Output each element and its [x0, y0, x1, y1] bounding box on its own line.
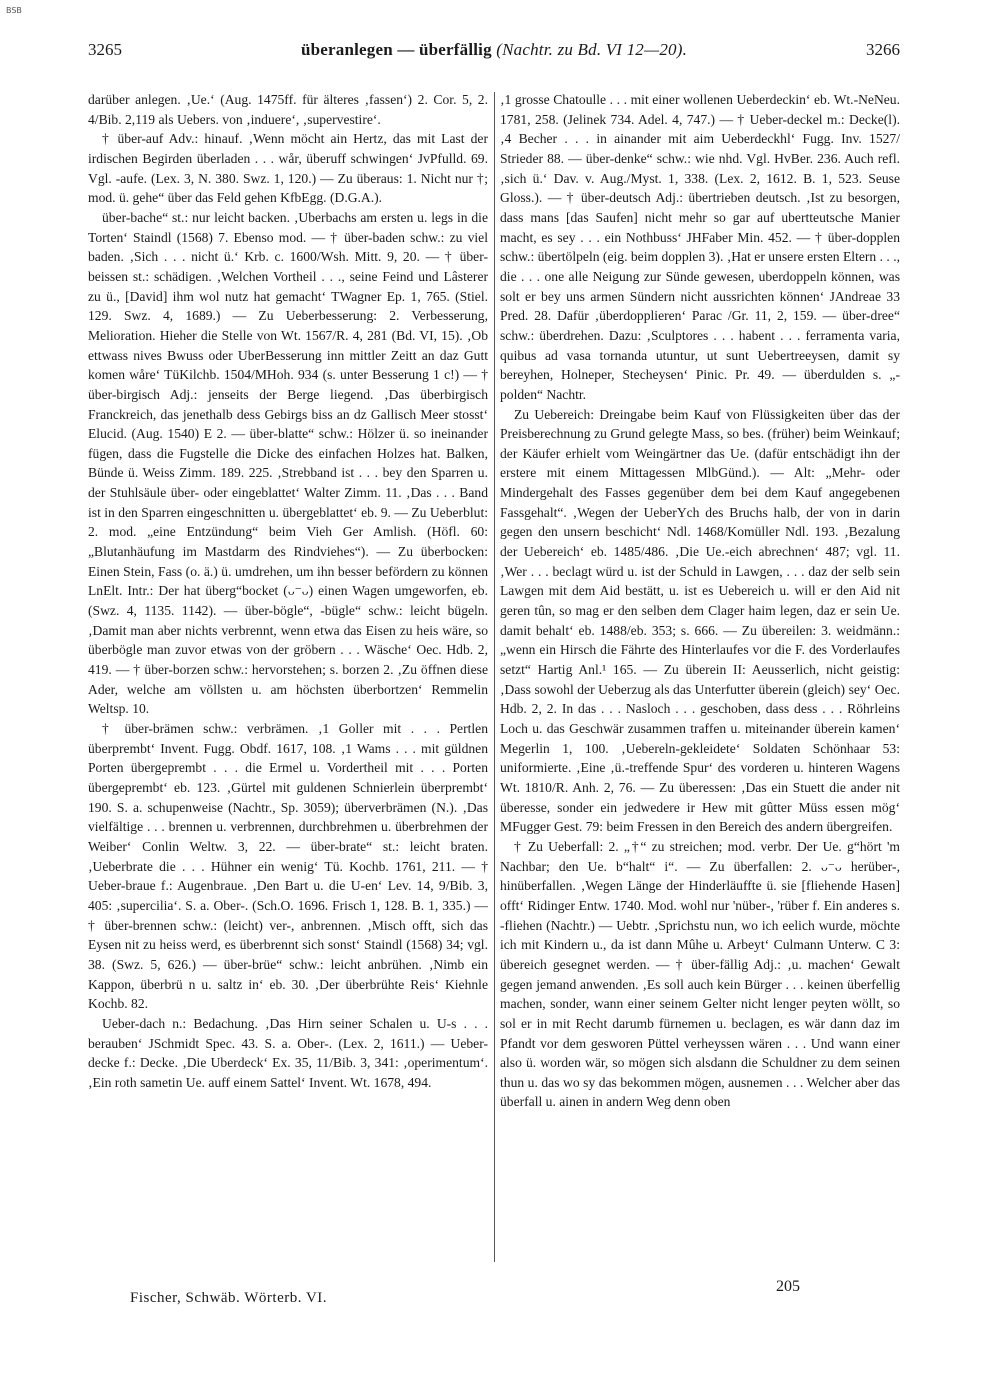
signature-mark: 205 — [776, 1278, 800, 1295]
dictionary-entry: † über-auf Adv.: hinauf. ‚Wenn möcht ain Hertz, das mit Last der irdischen Begirden überladen . . . wår, überuff schwingen‘ JvPfulld. 69. Vgl. -aufe. (Lex. 3, N. 380. Swz. 1, 120.) — Zu überaus: 1. Nicht nur †; mod. ü. gehe“ über das Feld gehen KfbEgg. (D.G.A.). — [88, 131, 488, 206]
page-header — [88, 40, 900, 70]
running-title — [88, 40, 900, 60]
dictionary-entry: ‚1 grosse Chatoulle . . . mit einer wollenen Ueberdeckin‘ eb. Wt.-NeNeu. 1781, 258. (Jelinek 734. Adel. 4, 747.) — † Ueber-deckel m.: Decke(l). ‚4 Becher . . . in ainander mit aim Ueberdeckhl‘ Fugg. Inv. 1527/ Strieder 88. — über-denke“ schw.: wie nhd. Vgl. HvBer. 236. Auch refl. ‚sich ü.‘ Dav. v. Aug./Myst. 1, 338. (Lex. 2, 1612. B. 1, 523. Seuse Gloss.). — † über-deutsch Adj.: übertrieben deutsch. ‚Ist zu besorgen, dass mans [das Saufen] nicht mehr so gar auf ubertteutsche Manier macht, es sey . . . ein Nothbuss‘ JHFaber Min. 452. — † über-dopplen schw.: übertölpeln (eig. beim dopplen 3). ‚Hat er unsere ersten Eltern . . ., die . . . one alle Neigung zur Sünde gewesen, uberdoppeln können, was solt er bey uns armen Sündern nicht aussrichten können‘ JAndreae 33 Pred. 28. Dafür ‚überdopplieren‘ Parac /Gr. 11, 2, 159. — über-dree“ schw.: überdrehen. Dazu: ‚Sculptores . . . habent . . . ferramenta varia, quibus ad vasa tornanda utuntur, ut sunt Uebertreeysen, damit sy bereyhen, Holneper, Stecheysen‘ Pinic. Pr. 49. — überdulden s. „-polden“ Nachtr. — [500, 92, 900, 402]
running-title-keywords: überanlegen — überfällig — [300, 40, 492, 59]
dictionary-entry: darüber anlegen. ‚Ue.‘ (Aug. 1475ff. für älteres ‚fassen‘) 2. Cor. 5, 2. 4/Bib. 2,119 als Uebers. von ‚induere‘, ‚supervestire‘. — [88, 92, 488, 127]
footer-source: Fischer, Schwäb. Wörterb. VI. — [130, 1290, 328, 1306]
column-number-right: 3266 — [866, 40, 900, 59]
dictionary-entry: † über-brämen schw.: verbrämen. ‚1 Goller mit . . . Pertlen überprembt‘ Invent. Fugg. Obdf. 1617, 108. ‚1 Wams . . . mit güldnen Porten übergeprembt . . . die Ermel u. Vordertheil mit . . . Porten übergeprembt‘ eb. 123. ‚Gürtel mit guldenen Schnierlein überprembt‘ 190. S. a. schupenweise (Nachtr., Sp. 3059); überverbrämen (N.). ‚Das vielfältige . . . brennen u. verbrennen, durchbrehmen u. überbrehmen der Weiber‘ Conlin Weltw. 3, 22. — über-brate“ st.: leicht braten. ‚Ueberbrate die . . . Hühner ein wenig‘ Tü. Kochb. 1761, 211. — † Ueber-braue f.: Augenbraue. ‚Den Bart u. die U-en‘ Lev. 14, 9/Bib. 3, 405: ‚supercilia‘. S. a. Ober-. (Sch.O. 1696. Frisch 1, 128. B. 1, 335.) — † über-brennen schw.: (leicht) ver-, anbrennen. ‚Misch offt, sich das Eysen nit zu heiss werd, es überbrennt sich sonst‘ Staindl (1568) 34; vgl. 38. (Swz. 5, 626.) — über-brüe“ schw.: leicht anbrühen. ‚Nimb ein Kappon, überbrü n u. saltz in‘ eb. 30. ‚Der überbrühte Reis‘ Kiehnle Kochb. 82. — [88, 721, 488, 1012]
left-text-column — [88, 90, 488, 1270]
dictionary-entry: über-bache“ st.: nur leicht backen. ‚Uberbachs am ersten u. legs in die Torten‘ Staindl (1568) 7. Ebenso mod. — † über-baden schw.: zu viel baden. ‚Sich . . . nicht ü.‘ Krb. c. 1600/Wsh. Mitt. 9, 20. — † über-beissen st.: schädigen. ‚Welchen Vortheil . . ., seine Feind und Lâsterer zu ü., [David] ihm wol nutz hat gemacht‘ TWagner Ep. 1, 765. (Stiel. 129. Swz. 4, 1689.) — Zu Ueberbesserung: 2. Verbesserung, Melioration. Hieher die Stelle von Wt. 1567/R. 4, 281 (Bd. VI, 15). ‚Ob ettwass nives Bwuss oder UberBesserung inn mittler Zeitt an daz Gutt komen wåre‘ TüKilchb. 1504/MHoh. 934 (s. unter Besserung 1 c!) — † über-birgisch Adj.: jenseits der Berge liegend. ‚Das überbirgisch Franckreich, das jenethalb dess Gebirgs biss an dz Gallisch Meer stosst‘ Elucid. (Aug. 1540) E 2. — über-blatte“ schw.: Hölzer ü. so ineinander fügen, dass die Fugstelle die Dicke des einfachen Holzes hat. Balken, Bünde ü. Weiss Zimm. 189. 225. ‚Strebband ist . . . bey den Sparren u. der Stuhlsäule über- oder eingeblattet‘ Walter Zimm. 11. ‚Das . . . Band ist in den Sparren eingeschnitten u. übergeblattet‘ eb. 9. — Zu Ueberblut: 2. mod. „eine Entzündung“ beim Vieh Ger Amlish. (Höfl. 60: „Blutanhäufung im Mastdarm des Rindviehes“). — Zu überbocken: Einen Stein, Fass (o. ä.) ü. umdrehen, um ihn besser befördern zu können LnElt. Intr.: Der hat überg“bocket (ᴗ⁻ᴗ) einen Wagen umgeworfen, eb. (Swz. 4, 1135. 1142). — über-bögle“, -bügle“ schw.: leicht bügeln. ‚Damit man aber nichts verbrennt, wenn etwa das Eisen zu heis wäre, so überbögle man zuvor etwas von der gröbern . . . Wäsche‘ Oec. Hdb. 2, 419. — † über-borzen schw.: hervorstehen; s. borzen 2. ‚Zu öffnen diese Ader, welche am völlsten u. am höchsten überbortzen‘ Remmelin Weltsp. 10. — [88, 209, 488, 717]
dictionary-entry: Ueber-dach n.: Bedachung. ‚Das Hirn seiner Schalen u. U-s . . . berauben‘ JSchmidt Spec. 43. S. a. Ober-. (Lex. 2, 1611.) — Ueber-decke f.: Decke. ‚Die Uberdeck‘ Ex. 35, 11/Bib. 3, 341: ‚operimentum‘. ‚Ein roth sametin Ue. auff einem Sattel‘ Invent. Wt. 1678, 494. — [88, 1015, 488, 1090]
dictionary-entry: † Zu Ueberfall: 2. „†“ zu streichen; mod. verbr. Der Ue. g“hört 'm Nachbar; den Ue. b“halt“ i“. — Zu überfallen: 2. ᴗ⁻ᴗ herüber-, hinüberfallen. ‚Wegen Länge der Hinderläuffte ü. sie [fliehende Hasen] offt‘ Ridinger Entw. 1740. Mod. wohl nur 'nüber-, 'rüber f. Ein anderes s. -fliehen (Nachtr.) — Uebtr. ‚Sprichstu nun, wo ich eelich wurde, möchte ich mit Kindern u., da ist dann Mûhe u. Arbeyt‘ Culmann Unterw. C 3: übereich gesegnet werden. — † über-fällig Adj.: ‚u. machen‘ Gewalt gegen jemand anwenden. ‚Es soll auch kein Bürger . . . keinen überfellig machen, sonder, wann einer seinem Gelter nicht lenger peyten wöllt, so sol er in mit Recht darumb fürnemen u. beclagen, es wär dann daz im Pfandt vor dem gesworen Püttel verheyssen wären . . . Und wann einer also ü. worden wär, so mögen sich alsdann die Schuldner zu dem seinen thun u. das wo sy das bekommen mögen, ausnemen . . . Welcher aber das überfall u. ainen in andern Weg denn oben — [500, 838, 900, 1110]
right-text-column — [500, 90, 900, 1270]
running-title-note: (Nachtr. zu Bd. VI 12—20). — [496, 40, 688, 59]
library-stamp: BSB — [6, 6, 22, 15]
column-divider — [494, 92, 495, 1262]
column-number-left: 3265 — [88, 40, 122, 59]
dictionary-entry: Zu Uebereich: Dreingabe beim Kauf von Flüssigkeiten über das der Preisberechnung zu Grund gelegte Mass, so bes. (früher) beim Weinkauf; der Käufer erhielt vom Weingärtner das Ue. (dafür entschädigt ihn der erstere mit einem Mittagessen MlbGünd.). — Alt: „Mehr- oder Mindergehalt des Fasses gegenüber dem bei dem Kauf angegebenen Fassgehalt“. ‚Wegen der UeberYch des Bruchs halb, der von in darin gegen den unsern beschicht‘ Ndl. 1468/Komüller Ndl. 193. ‚Bezalung der Uebereich‘ eb. 1485/486. ‚Die Ue.-eich abrechnen‘ 487; vgl. 11. ‚Wer . . . beclagt würd u. ist der Schuld in Lawgen, . . . daz der selb sein Lawgen mit dem Aid bestätt, u. ist es Uebereich u. will er den Aid nit geren tûn, so mag er den selben dem Clager haim legen, daz er sein Ue. damit behalt‘ eb. 1488/eb. 353; s. 666. — Zu übereilen: 3. weidmänn.: „wenn ein Hirsch die Fährte des Hinterlaufes vor die F. des Vorderlaufes setzt“ Hartig Anl.¹ 165. — Zu überein II: Aeusserlich, nicht geistig: ‚Dass sowohl der Ueberzug als das Unterfutter überein (gleich) sey‘ Oec. Hdb. 2, 2. In das . . . Nasloch . . . geschoben, dass dess . . . Röhrleins Loch u. das Geschwär zusammen traffen u. miteinander überein kamen‘ Megerlin 1, 100. ‚Uebereln-gekleidete‘ Soldaten Schönhaar 53: uniformierte. ‚Eine ‚ü.-treffende Spur‘ des vorderen u. hinteren Wagens Wt. 1810/R. Anh. 2, 76. — Zu überessen: ‚Das ein Stuett die ander nit überesse, sonder ein jedwedere ir Hew mit gûtter Müss essen mög‘ MFugger Gest. 79: beim Fressen in den Bereich des andern übergreifen. — [500, 406, 900, 835]
